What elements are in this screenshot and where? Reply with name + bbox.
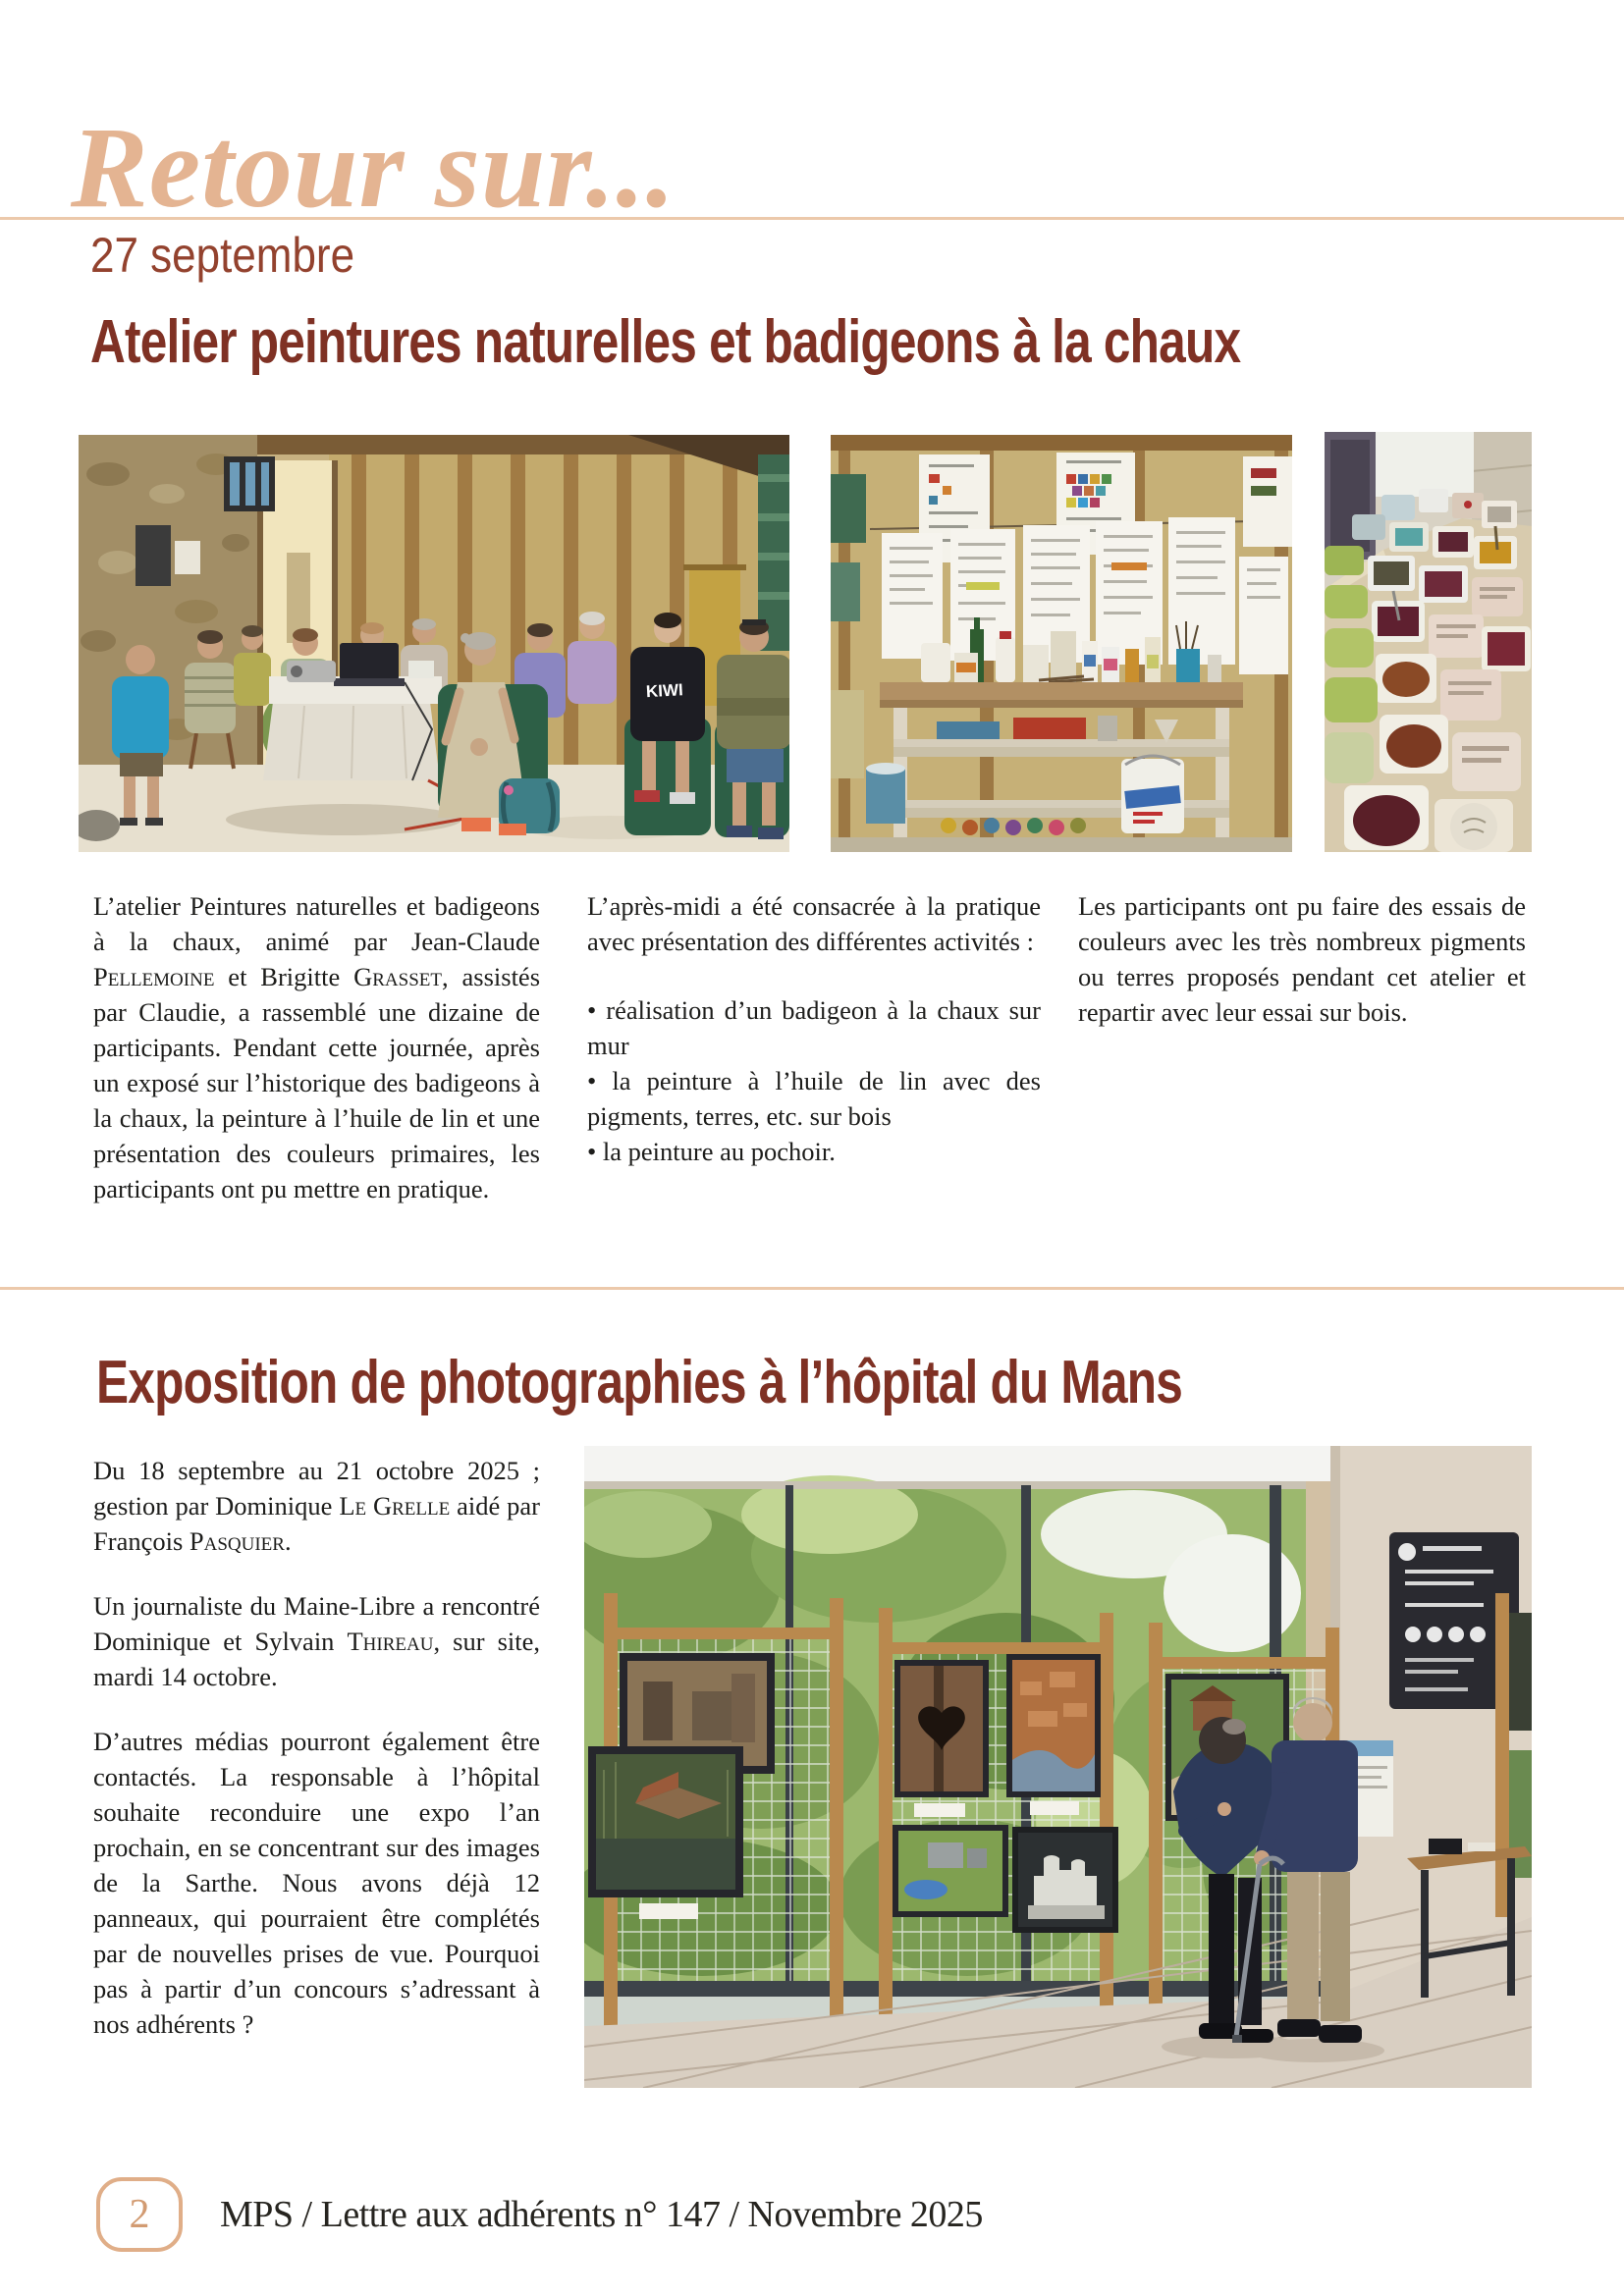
section1-column-2	[587, 888, 1041, 1169]
section2-paragraph-2: Un journaliste du Maine-Libre a rencontré Dominique et Sylvain Thireau, sur site, mardi 14 octobre.	[93, 1591, 541, 1691]
section-divider-rule	[0, 1287, 1624, 1290]
activity-item: • la peinture à l’huile de lin avec des pigments, terres, etc. sur bois	[587, 1066, 1041, 1131]
workshop-audience-illustration	[79, 435, 789, 852]
kiwi-shirt-text: KIWI	[645, 680, 684, 702]
section2-column	[93, 1453, 540, 2071]
workshop-audience-photo	[79, 435, 789, 852]
workbench-materials-illustration	[831, 435, 1292, 852]
section1-title: Atelier peintures naturelles et badigeons à la chaux	[90, 308, 1241, 376]
section2-paragraph-3: D’autres médias pourront également être contactés. La responsable à l’hôpital souhaite reconduire une expo l’an prochain, en se concentrant sur des images de la Sarthe. Nous avons déjà 12 panneaux, qui pourraient être complétés par de nouvelles prises de vue. Pourquoi pas à partir d’un concours s’adressant à nos adhérents ?	[93, 1727, 540, 2039]
page-number-badge	[96, 2177, 183, 2252]
exhibition-illustration	[584, 1446, 1532, 2088]
section1-paragraph-1: L’atelier Peintures naturelles et badigeons à la chaux, animé par Jean-Claude Pellemoine et Brigitte Grasset, assistés par Claudie, a rassemblé une dizaine de participants. Pendant cette journée, après un exposé sur l’historique des badigeons à la chaux, la peinture à l’huile de lin et une présentation des couleurs primaires, les participants ont pu mettre en pratique.	[93, 891, 541, 1203]
section1-activities-intro: L’après-midi a été consacrée à la pratique avec présentation des différentes activités :	[587, 891, 1041, 956]
section1-column-3	[1078, 888, 1526, 1030]
pigments-table-photo	[1325, 432, 1532, 852]
activity-item: • la peinture au pochoir.	[587, 1137, 836, 1166]
workbench-materials-photo	[831, 435, 1292, 852]
activity-item: • réalisation d’un badigeon à la chaux sur mur	[587, 995, 1041, 1060]
exhibition-photo	[584, 1446, 1532, 2088]
pigments-table-illustration	[1325, 432, 1532, 852]
section1-date: 27 septembre	[90, 228, 355, 283]
section2-paragraph-1: Du 18 septembre au 21 octobre 2025 ; gestion par Dominique Le Grelle aidé par François Pasquier.	[93, 1456, 540, 1556]
page-header-script-title: Retour sur...	[71, 103, 677, 232]
section2-title: Exposition de photographies à l’hôpital du Mans	[96, 1349, 1183, 1416]
section1-activities-list	[587, 992, 1041, 1169]
section1-paragraph-3: Les participants ont pu faire des essais de couleurs avec les très nombreux pigments ou terres proposés pendant cet atelier et repartir avec leur essai sur bois.	[1078, 891, 1526, 1027]
footer-text: MPS / Lettre aux adhérents n° 147 / Novembre 2025	[220, 2194, 983, 2235]
page-number: 2	[129, 2192, 150, 2237]
section1-column-1	[93, 888, 540, 1206]
